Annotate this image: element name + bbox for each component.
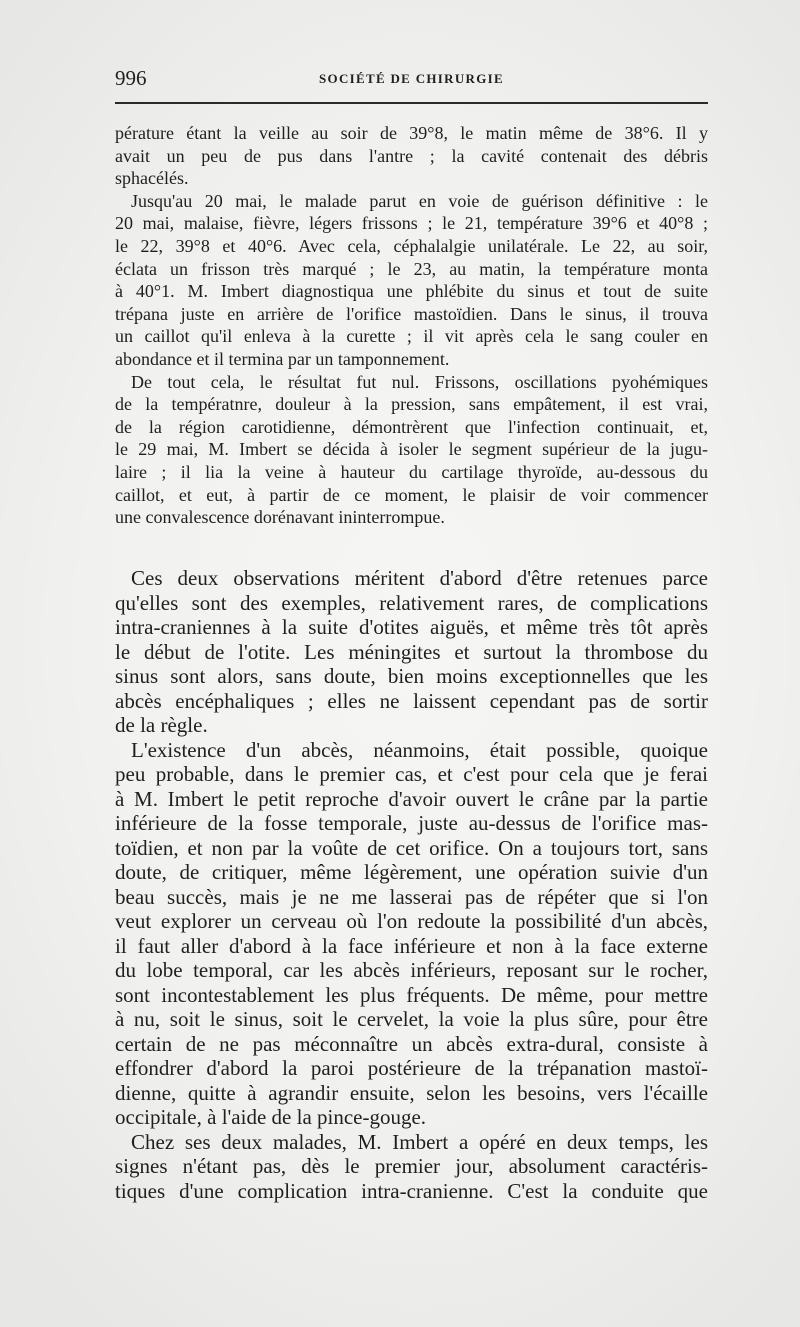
paragraph — [115, 1130, 708, 1204]
text-line: Chez ses deux malades, M. Imbert a opéré en deux temps, les — [131, 1129, 708, 1154]
text-line: intra-craniennes à la suite d'otites aiguës, et même très tôt après — [115, 615, 708, 639]
text-line: un caillot qu'il enleva à la curette ; il vit après cela le sang couler en — [115, 326, 708, 347]
text-line: une convalescence dorénavant ininterrompue. — [115, 507, 445, 528]
text-line: L'existence d'un abcès, néanmoins, était possible, quoique — [131, 737, 708, 762]
text-line: le 29 mai, M. Imbert se décida à isoler le segment supérieur de la jugu- — [115, 439, 708, 460]
paragraph — [115, 190, 708, 371]
text-line: trépana juste en arrière de l'orifice mastoïdien. Dans le sinus, il trouva — [115, 303, 708, 324]
text-line: beau succès, mais je ne me lasserai pas de répéter que si l'on — [115, 884, 708, 909]
text-line: Ces deux observations méritent d'abord d'être retenues parce — [131, 566, 708, 590]
running-title: SOCIÉTÉ DE CHIRURGIE — [319, 71, 504, 86]
text-line: laire ; il lia la veine à hauteur du cartilage thyroïde, au-dessous du — [115, 461, 708, 482]
text-line: le début de l'otite. Les méningites et surtout la thrombose du — [115, 639, 708, 664]
text-line: caillot, et eut, à partir de ce moment, le plaisir de voir commencer — [115, 484, 708, 505]
text-line: dienne, quitte à agrandir ensuite, selon les besoins, vers l'écaille — [115, 1080, 708, 1105]
text-line: il faut aller d'abord à la face inférieure et non à la face externe — [115, 933, 708, 958]
text-line: abondance et il termina par un tamponnement. — [115, 348, 450, 369]
text-line: pérature étant la veille au soir de 39°8, le matin même de 38°6. Il y — [115, 123, 708, 143]
text-line: sont incontestablement les plus fréquents. De même, pour mettre — [115, 982, 708, 1007]
text-line: inférieure de la fosse temporale, juste au-dessus de l'orifice mas- — [115, 811, 708, 835]
text-line: peu probable, dans le premier cas, et c'est pour cela que je ferai — [115, 762, 708, 786]
page-number: 996 — [115, 66, 147, 90]
paragraph — [115, 738, 708, 1130]
text-line: abcès encéphaliques ; elles ne laissent cependant pas de sortir — [115, 688, 708, 713]
text-line: du lobe temporal, car les abcès inférieurs, reposant sur le rocher, — [115, 958, 708, 982]
text-line: veut explorer un cerveau où l'on redoute la possibilité d'un abcès, — [115, 909, 708, 933]
text-line: effondrer d'abord la paroi postérieure de la trépanation mastoï- — [115, 1056, 708, 1080]
discussion-text — [115, 566, 708, 1203]
text-line: 20 mai, malaise, fièvre, légers frissons ; le 21, température 39°6 et 40°8 ; — [115, 213, 708, 234]
text-line: qu'elles sont des exemples, relativement rares, de complications — [115, 590, 708, 615]
text-line: avait un peu de pus dans l'antre ; la cavité contenait des débris — [115, 145, 708, 166]
text-line: de la région carotidienne, démontrèrent que l'infection continuait, et, — [115, 416, 708, 437]
text-line: de la règle. — [115, 713, 208, 737]
text-line: certain de ne pas méconnaître un abcès extra-dural, consiste à — [115, 1031, 708, 1056]
text-line: De tout cela, le résultat fut nul. Frissons, oscillations pyohémiques — [131, 371, 708, 392]
text-line: à nu, soit le sinus, soit le cervelet, la voie la plus sûre, pour être — [115, 1007, 708, 1031]
text-line: doute, de critiquer, même légèrement, une opération suivie d'un — [115, 860, 708, 884]
text-line: toïdien, et non par la voûte de cet orifice. On a toujours tort, sans — [115, 835, 708, 860]
paragraph — [115, 566, 708, 738]
paragraph — [115, 371, 708, 529]
text-line: le 22, 39°8 et 40°6. Avec cela, céphalalgie unilatérale. Le 22, au soir, — [115, 235, 708, 256]
text-line: sinus sont alors, sans doute, bien moins exceptionnelles que les — [115, 664, 708, 688]
text-line: éclata un frisson très marqué ; le 23, au matin, la température monta — [115, 258, 708, 279]
text-line: sphacélés. — [115, 168, 189, 189]
text-line: occipitale, à l'aide de la pince-gouge. — [115, 1105, 427, 1129]
case-report-text — [115, 122, 708, 529]
text-line: signes n'étant pas, dès le premier jour, absolument caractéris- — [115, 1154, 708, 1178]
paragraph — [115, 122, 708, 190]
text-line: à M. Imbert le petit reproche d'avoir ouvert le crâne par la partie — [115, 786, 708, 811]
text-line: de la températnre, douleur à la pression, sans empâtement, il est vrai, — [115, 394, 708, 415]
text-line: Jusqu'au 20 mai, le malade parut en voie de guérison définitive : le — [131, 190, 708, 211]
text-line: tiques d'une complication intra-cranienne. C'est la conduite que — [115, 1178, 708, 1203]
text-line: à 40°1. M. Imbert diagnostiqua une phlébite du sinus et tout de suite — [115, 281, 708, 302]
header-rule — [115, 102, 708, 104]
